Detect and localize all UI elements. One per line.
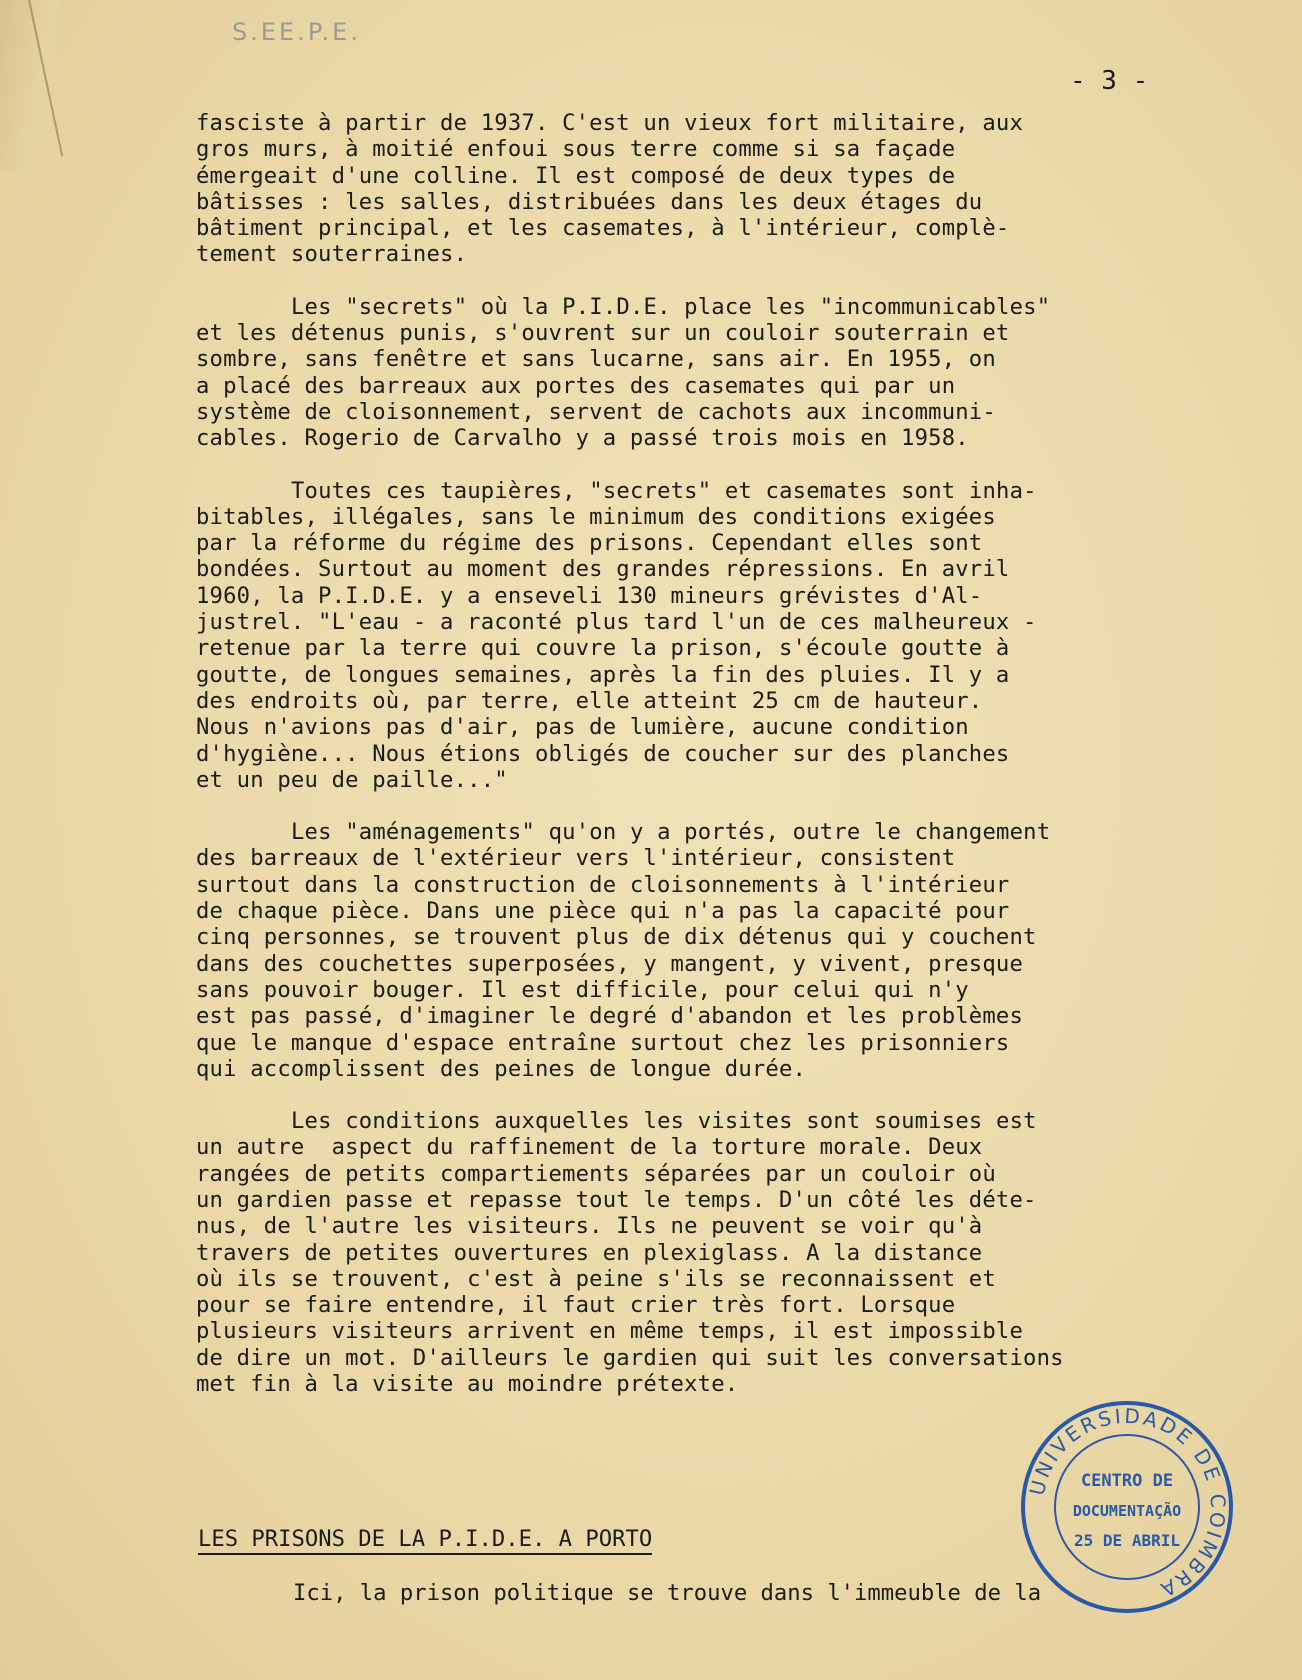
text-line: Ici, la prison politique se trouve dans l'immeuble de la — [293, 1580, 1042, 1606]
text-line: sans pouvoir bouger. Il est difficile, pour celui qui n'y — [196, 976, 969, 1003]
paragraph-1 — [196, 110, 1206, 268]
text-line: surtout dans la construction de cloisonnements à l'intérieur — [196, 871, 1010, 898]
text-line: Les "aménagements" qu'on y a portés, outre le changement — [291, 819, 1051, 846]
archive-stamp-label: S.EE.P.E. — [232, 18, 361, 46]
text-line: retenue par la terre qui couvre la prison, s'écoule goutte à — [196, 635, 1010, 662]
text-line: dans des couchettes superposées, y mangent, y vivent, presque — [196, 950, 1024, 977]
text-line: nus, de l'autre les visiteurs. Ils ne peuvent se voir qu'à — [196, 1213, 983, 1240]
text-line: cables. Rogerio de Carvalho y a passé trois mois en 1958. — [196, 425, 969, 452]
seal-line-2: DOCUMENTAÇÃO — [1072, 1502, 1182, 1520]
text-line: des endroits où, par terre, elle atteint 25 cm de hauteur. — [196, 687, 983, 714]
text-line: Nous n'avions pas d'air, pas de lumière, aucune condition — [196, 714, 969, 741]
text-line: système de cloisonnement, servent de cachots aux incommuni- — [196, 398, 996, 425]
text-line: par la réforme du régime des prisons. Cependant elles sont — [196, 530, 983, 557]
paragraph-4 — [196, 819, 1206, 1082]
text-line: et un peu de paille..." — [196, 766, 508, 793]
text-line: rangées de petits compartiements séparées par un couloir où — [196, 1160, 996, 1187]
text-line: de chaque pièce. Dans une pièce qui n'a pas la capacité pour — [196, 898, 1010, 925]
text-line: Les "secrets" où la P.I.D.E. place les "incommunicables" — [291, 293, 1051, 320]
paragraph-2 — [196, 294, 1206, 452]
seal-line-1: CENTRO DE — [1080, 1471, 1174, 1491]
text-line: justrel. "L'eau - a raconté plus tard l'un de ces malheureux - — [196, 609, 1037, 636]
page-number: - 3 - — [1070, 66, 1149, 96]
text-line: pour se faire entendre, il faut crier très fort. Lorsque — [196, 1292, 956, 1319]
text-line: gros murs, à moitié enfoui sous terre comme si sa façade — [196, 136, 956, 163]
text-line: où ils se trouvent, c'est à peine s'ils se reconnaissent et — [196, 1265, 996, 1292]
text-line: de dire un mot. D'ailleurs le gardien qui suit les conversations — [196, 1344, 1064, 1371]
text-line: que le manque d'espace entraîne surtout chez les prisonniers — [196, 1029, 1010, 1056]
text-line: émergeait d'une colline. Il est composé de deux types de — [196, 162, 956, 189]
text-line: plusieurs visiteurs arrivent en même temps, il est impossible — [196, 1318, 1024, 1345]
text-line: a placé des barreaux aux portes des casemates qui par un — [196, 372, 956, 399]
seal-ring-text: UNIVERSIDADE DE COIMBRA — [1024, 1403, 1231, 1603]
text-line: un gardien passe et repasse tout le temps. D'un côté les déte- — [196, 1186, 1037, 1213]
text-line: 1960, la P.I.D.E. y a enseveli 130 mineurs grévistes d'Al- — [196, 582, 983, 609]
text-line: met fin à la visite au moindre prétexte. — [196, 1371, 739, 1398]
text-line: est pas passé, d'imaginer le degré d'abandon et les problèmes — [196, 1003, 1024, 1030]
text-line: bitables, illégales, sans le minimum des conditions exigées — [196, 503, 996, 530]
text-line: sombre, sans fenêtre et sans lucarne, sans air. En 1955, on — [196, 346, 996, 373]
folded-corner — [0, 0, 60, 170]
archive-seal-stamp — [1018, 1398, 1236, 1616]
text-line: d'hygiène... Nous étions obligés de coucher sur des planches — [196, 740, 1010, 767]
text-line: un autre aspect du raffinement de la torture morale. Deux — [196, 1134, 983, 1161]
text-line: cinq personnes, se trouvent plus de dix détenus qui y couchent — [196, 924, 1037, 951]
paragraph-5 — [196, 1108, 1206, 1397]
text-line: des barreaux de l'extérieur vers l'intérieur, consistent — [196, 845, 956, 872]
text-line: goutte, de longues semaines, après la fin des pluies. Il y a — [196, 661, 1010, 688]
text-line: fasciste à partir de 1937. C'est un vieux fort militaire, aux — [196, 110, 1024, 136]
text-line: qui accomplissent des peines de longue durée. — [196, 1055, 807, 1082]
paragraph-3 — [196, 478, 1206, 794]
seal-line-3: 25 DE ABRIL — [1074, 1531, 1180, 1550]
text-line: bondées. Surtout au moment des grandes répressions. En avril — [196, 556, 1010, 583]
text-line: et les détenus punis, s'ouvrent sur un couloir souterrain et — [196, 320, 1010, 347]
text-line: Les conditions auxquelles les visites sont soumises est — [291, 1108, 1037, 1135]
text-line: Toutes ces taupières, "secrets" et casemates sont inha- — [291, 477, 1037, 504]
body-text — [196, 110, 1206, 1423]
text-line: tement souterraines. — [196, 241, 468, 268]
text-line: bâtisses : les salles, distribuées dans les deux étages du — [196, 188, 983, 215]
text-line: travers de petites ouvertures en plexiglass. A la distance — [196, 1239, 983, 1266]
section-heading: LES PRISONS DE LA P.I.D.E. A PORTO — [198, 1526, 652, 1555]
text-line: bâtiment principal, et les casemates, à l'intérieur, complè- — [196, 215, 1010, 242]
